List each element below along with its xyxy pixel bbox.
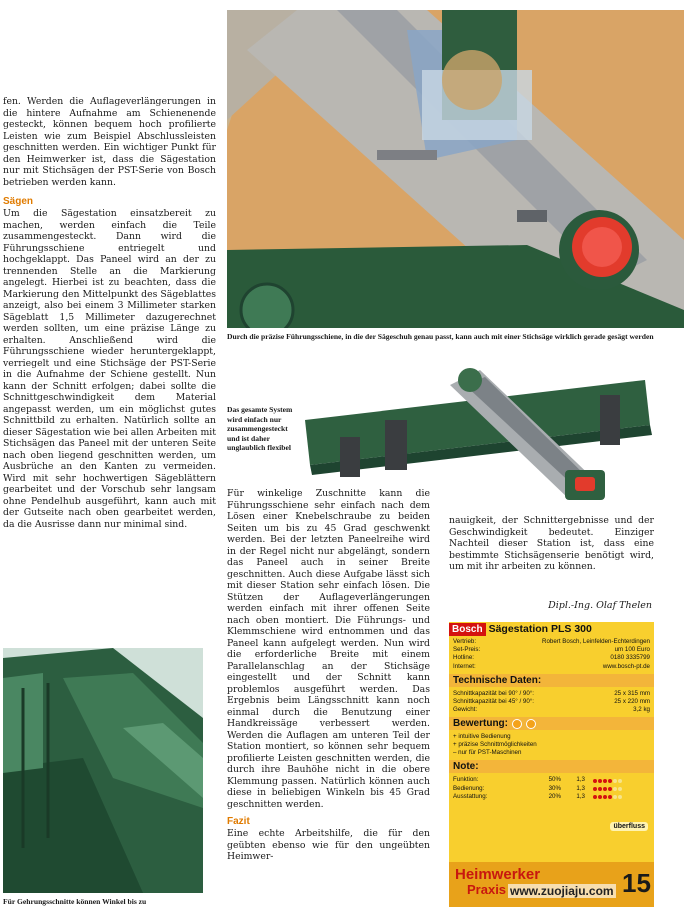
tech-rows	[449, 690, 654, 715]
rating-dot-icon	[598, 787, 602, 791]
top-photo	[227, 10, 684, 328]
rating-heading-row	[449, 717, 654, 730]
page-number: 15	[622, 868, 651, 898]
bottom-left-caption: Für Gehrungsschnitte können Winkel bis zu	[3, 897, 147, 906]
rating-lines	[449, 733, 654, 757]
info-row: Internet: www.bosch-pt.de	[453, 662, 650, 670]
info-row: Vertrieb: Robert Bosch, Leinfelden-Echterdingen	[453, 638, 650, 645]
left-body-paragraph: Um die Sägestation einsatzbereit zu machen, werden einfach die Teile zusammengesteckt. Dann wird die Führungsschiene entriegelt und hochgeklappt. Das Paneel wird an der zu trennenden Stelle an die Markierung angelegt. Hierbei ist zu beachten, dass die Markierung den Mittelpunkt des Sägeblattes anzeigt, also bei einem 3 Millimeter starken Sägeblatt 1,5 Millimeter dazugerechnet werden sollten, um eine präzise Länge zu erhalten. Anschließend wird die Führungsschiene wieder heruntergeklappt, verriegelt und eine Stichsäge der PST-Serie in die Aufnahme der Schiene gestellt. Nun kann der Schnitt erfolgen; dabei sollte die Schnittgeschwindigkeit dem Material angepasst werden, um ein möglichst gutes Schnittbild zu erhalten. Natürlich sollte an dieser Sägestation wie bei allen Arbeiten mit Stichsägen das Paneel mit der unteren Seite nach oben liegend geschnitten werden, um Ausbrüche an den Kanten zu vermeiden. Wird mit sehr hochwertigen Sägeblättern gearbeitet und der Vorschub sehr langsam ohne Pendelhub ausgeführt, kann auch mit der Gutseite nach oben gearbeitet werden, da die Ausrisse dann nur minimal sind.	[3, 208, 216, 530]
info-rows	[449, 638, 654, 671]
section-heading-saegen: Sägen	[3, 196, 34, 207]
rating-dot-icon	[603, 787, 607, 791]
note-heading: Note:	[449, 760, 654, 773]
rating-dot-icon	[608, 779, 612, 783]
station-caption: Das gesamte System wird einfach nur zusammengesteckt und ist daher unglaublich flexibel	[227, 405, 293, 452]
rating-dot-icon	[613, 787, 617, 791]
rating-line: – nur für PST-Maschinen	[453, 749, 522, 757]
tech-row: Schnittkapazität bei 90° / 90°: 25 x 315 mm	[453, 689, 650, 697]
info-row: Set-Preis: um 100 Euro	[453, 646, 650, 654]
note-row	[449, 793, 654, 801]
tech-row: Gewicht: 3,2 kg	[453, 706, 650, 714]
rating-dots	[593, 776, 622, 784]
note-pct: 30%	[548, 784, 561, 792]
left-intro-paragraph: fen. Werden die Auflageverlängerungen in die hintere Aufnahme am Schienenende gesteckt, können bequem hoch profilierte Leisten wie zum Beispiel Abschlussleisten geschnitten werden. Ein wichtiger Punkt für den Heimwerker ist, dass die Sägestation nur mit Stichsägen der PST-Serie von Bosch betrieben werden kann.	[3, 96, 216, 188]
magazine-title: Heimwerker	[455, 866, 541, 883]
rating-dot-icon	[593, 795, 597, 799]
right-body-paragraph: nauigkeit, der Schnittergebnisse und der Geschwindigkeit bedeutet. Einziger Nachteil dieser Station ist, dass eine bestimmte Stichsägenserie benötigt wird, um mit ihr arbeiten zu können.	[449, 515, 654, 572]
left-column	[3, 96, 216, 530]
rating-dot-icon	[593, 779, 597, 783]
note-val: 1,3	[576, 784, 585, 792]
tech-row: Schnittkapazität bei 45° / 90°: 25 x 220 mm	[453, 698, 650, 706]
product-name: Sägestation PLS 300	[488, 623, 592, 635]
tech-heading: Technische Daten:	[449, 674, 654, 687]
middle-column	[227, 488, 430, 863]
rating-dot-icon	[613, 795, 617, 799]
bottom-left-photo	[3, 648, 203, 893]
rating-line: + präzise Schnittmöglichkeiten	[453, 741, 537, 749]
section-heading-fazit: Fazit	[227, 816, 250, 827]
plus-circle-icon	[512, 719, 522, 729]
rating-dots	[593, 785, 622, 793]
minus-circle-icon	[526, 719, 536, 729]
brand-label: Bosch	[449, 623, 486, 636]
author-signature: Dipl.-Ing. Olaf Thelen	[548, 600, 652, 611]
infobox-title-row	[449, 622, 654, 636]
note-row	[449, 776, 654, 784]
badge: überfluss	[610, 822, 648, 831]
rating-dot-icon	[618, 779, 622, 783]
rating-dot-icon	[598, 779, 602, 783]
middle-body-paragraph: Für winkelige Zuschnitte kann die Führungsschiene sehr einfach nach dem Lösen einer Knebelschraube zu beiden Seiten um bis zu 45 Grad geschwenkt werden. Bei der letzten Paneelreihe wird in der Regel nicht nur abgelängt, sondern das Paneel auch in seiner Breite geschnitten. Auch diese Aufgabe lässt sich mit dieser Station sehr einfach lösen. Die Stützen der Auflageverlängerungen werden einfach mit ihrer offenen Seite nach oben montiert. Die Führungs- und Klemmschiene wird entnommen und das Paneel kann aufgelegt werden. Nun wird die erforderliche Breite mit einem Parallelanschlag an der Stichsäge eingestellt und der Schnitt kann problemlos ausgeführt werden. Das Ergebnis beim Längsschnitt kann noch einmal durch die Benutzung einer Handkreissäge verbessert werden. Werden die Auflagen am unteren Teil der Station montiert, so können sehr bequem profilierte Leisten geschnitten werden, die durch ihre Bauhöhe nicht in die obere Klemmung passen. Natürlich können auch diese in beliebigen Winkeln bis 45 Grad geschnitten werden.	[227, 488, 430, 810]
saw-station-rail-photo	[227, 10, 684, 328]
rating-dot-icon	[603, 779, 607, 783]
note-val: 1,3	[576, 776, 585, 784]
note-val: 1,3	[576, 793, 585, 801]
watermark: www.zuojiaju.com	[510, 884, 614, 898]
rating-dot-icon	[593, 787, 597, 791]
note-label: Ausstattung:	[453, 793, 488, 801]
right-column	[449, 515, 654, 573]
note-pct: 50%	[548, 776, 561, 784]
rating-dot-icon	[598, 795, 602, 799]
rating-dot-icon	[603, 795, 607, 799]
note-pct: 20%	[548, 793, 561, 801]
rating-heading: Bewertung:	[453, 718, 508, 730]
product-info-box	[449, 622, 654, 907]
rating-dot-icon	[613, 779, 617, 783]
note-label: Funktion:	[453, 776, 479, 784]
rating-dot-icon	[618, 795, 622, 799]
note-rows	[449, 776, 654, 801]
magazine-subtitle: Praxis	[467, 882, 507, 897]
rating-dots	[593, 793, 622, 801]
rating-dot-icon	[608, 795, 612, 799]
fazit-paragraph: Eine echte Arbeitshilfe, die für den geübten ebenso wie für den ungeübten Heimwer-	[227, 828, 430, 862]
top-photo-caption: Durch die präzise Führungsschiene, in die der Sägeschuh genau passt, kann auch mit einer Stichsäge wirklich gerade gesägt werden	[227, 332, 654, 341]
note-row	[449, 785, 654, 793]
info-row: Hotline: 0180 3335799	[453, 654, 650, 662]
rating-dot-icon	[618, 787, 622, 791]
rating-line: + intuitive Bedienung	[453, 733, 511, 741]
rating-dot-icon	[608, 787, 612, 791]
note-label: Bedienung:	[453, 784, 485, 792]
miter-cut-photo	[3, 648, 203, 893]
